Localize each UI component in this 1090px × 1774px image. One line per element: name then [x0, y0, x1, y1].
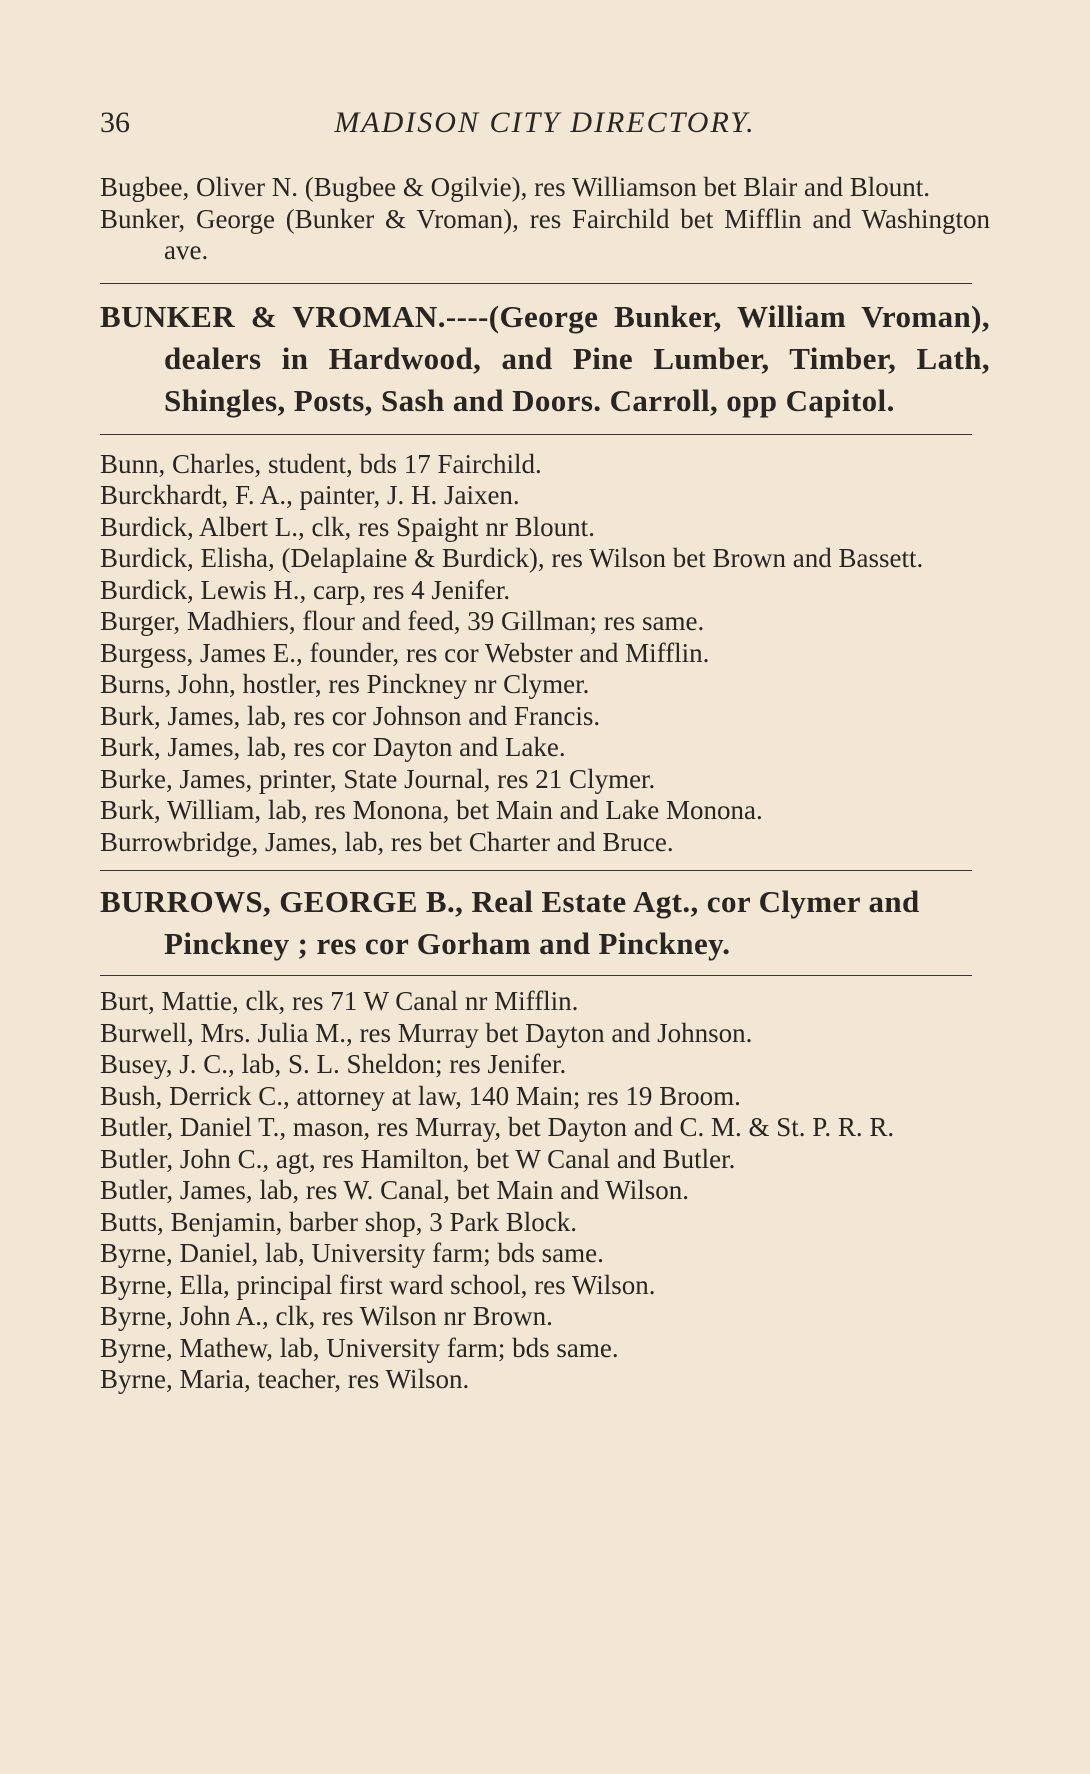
directory-entry: Butler, Daniel T., mason, res Murray, bet Dayton and C. M. & St. P. R. R. — [100, 1112, 895, 1142]
entries-block-1 — [100, 172, 990, 267]
directory-body — [100, 172, 990, 1396]
directory-entry: Bush, Derrick C., attorney at law, 140 Main; res 19 Broom. — [100, 1080, 741, 1111]
directory-entry: Bugbee, Oliver N. (Bugbee & Ogilvie), res Williamson bet Blair and Blount. — [100, 172, 931, 202]
advertisement-burrows: BURROWS, GEORGE B., Real Estate Agt., cor Clymer and Pinckney ; res cor Gorham and Pinckney. — [100, 884, 920, 961]
directory-entry: Burckhardt, F. A., painter, J. H. Jaixen. — [100, 480, 520, 510]
directory-entry: Burdick, Lewis H., carp, res 4 Jenifer. — [100, 574, 511, 605]
directory-entry: Byrne, Mathew, lab, University farm; bds same. — [100, 1332, 619, 1363]
advertisement-bunker-vroman: BUNKER & VROMAN.----(George Bunker, William Vroman), dealers in Hardwood, and Pine Lumber, Timber, Lath, Shingles, Posts, Sash and Doors. Carroll, opp Capitol. — [100, 298, 990, 418]
directory-entry: Bunker, George (Bunker & Vroman), res Fairchild bet Mifflin and Washington ave. — [100, 203, 990, 265]
directory-entry: Bunn, Charles, student, bds 17 Fairchild. — [100, 448, 542, 479]
directory-entry: Byrne, John A., clk, res Wilson nr Brown. — [100, 1301, 553, 1331]
page-number: 36 — [100, 106, 130, 139]
directory-entry: Burger, Madhiers, flour and feed, 39 Gillman; res same. — [100, 606, 705, 636]
directory-entry: Burns, John, hostler, res Pinckney nr Clymer. — [100, 669, 590, 699]
directory-entry: Burk, James, lab, res cor Dayton and Lake. — [100, 732, 566, 762]
directory-entry: Burdick, Albert L., clk, res Spaight nr Blount. — [100, 511, 595, 542]
directory-entry: Burwell, Mrs. Julia M., res Murray bet Dayton and Johnson. — [100, 1017, 753, 1048]
page-header — [100, 100, 990, 150]
running-title: MADISON CITY DIRECTORY. — [334, 106, 756, 139]
directory-entry: Burk, William, lab, res Monona, bet Main and Lake Monona. — [100, 795, 763, 825]
directory-entry: Butts, Benjamin, barber shop, 3 Park Block. — [100, 1206, 577, 1237]
entries-block-2 — [100, 449, 990, 859]
directory-entry: Byrne, Daniel, lab, University farm; bds same. — [100, 1238, 604, 1268]
directory-entry: Butler, John C., agt, res Hamilton, bet W Canal and Butler. — [100, 1143, 736, 1174]
directory-entry: Burgess, James E., founder, res cor Webster and Mifflin. — [100, 637, 710, 668]
directory-entry: Burke, James, printer, State Journal, res 21 Clymer. — [100, 763, 656, 794]
directory-entry: Burrowbridge, James, lab, res bet Charter and Bruce. — [100, 826, 674, 857]
directory-entry: Byrne, Maria, teacher, res Wilson. — [100, 1364, 470, 1394]
directory-entry: Busey, J. C., lab, S. L. Sheldon; res Jenifer. — [100, 1049, 567, 1079]
entries-block-3 — [100, 986, 990, 1396]
directory-entry: Burdick, Elisha, (Delaplaine & Burdick), res Wilson bet Brown and Bassett. — [100, 543, 924, 573]
directory-entry: Byrne, Ella, principal first ward school, res Wilson. — [100, 1269, 656, 1300]
directory-entry: Burt, Mattie, clk, res 71 W Canal nr Mifflin. — [100, 986, 579, 1016]
directory-entry: Burk, James, lab, res cor Johnson and Francis. — [100, 700, 601, 731]
directory-entry: Butler, James, lab, res W. Canal, bet Main and Wilson. — [100, 1175, 689, 1205]
